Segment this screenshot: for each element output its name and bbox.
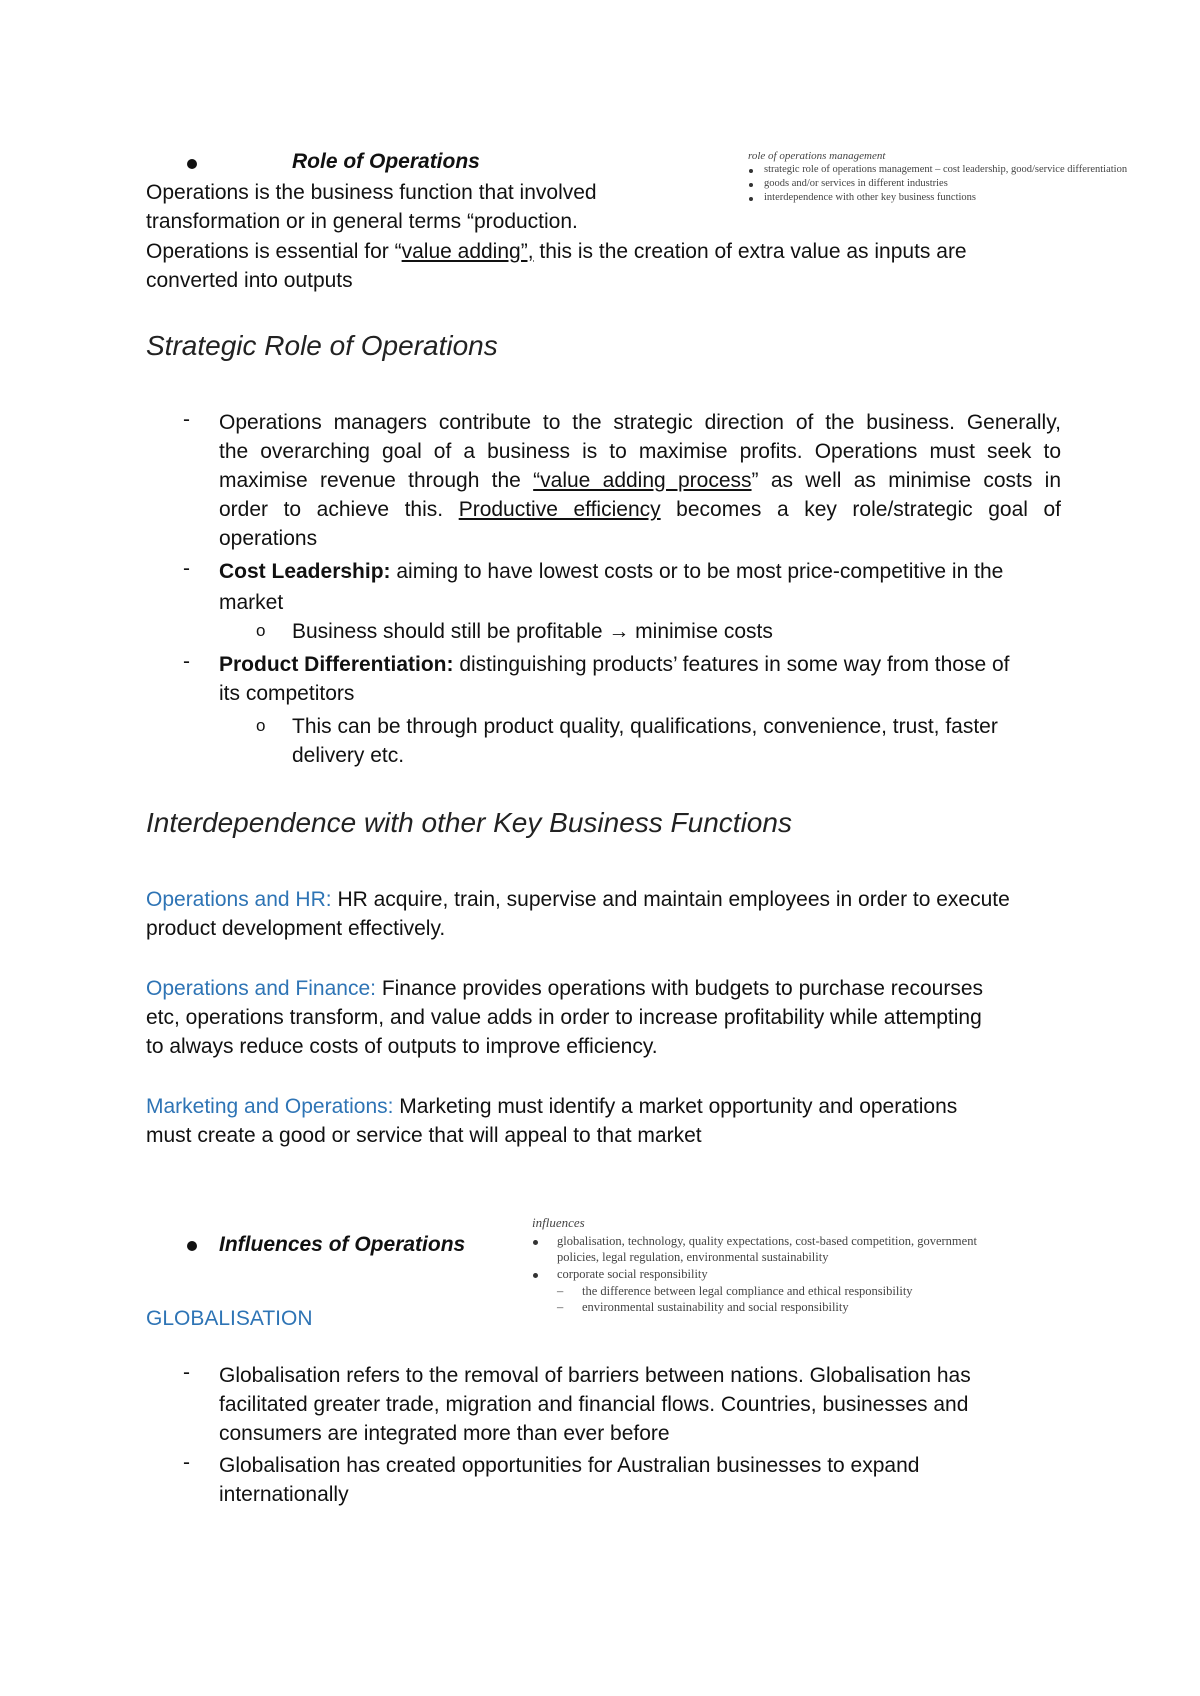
syllabus-dash: – — [557, 1300, 564, 1314]
strategic-line: operations — [219, 527, 318, 550]
strategic-line-post: ” as well as minimise costs in — [751, 469, 1061, 492]
dash-bullet: - — [183, 557, 190, 580]
globalisation-line: Globalisation refers to the removal of barriers between nations. Globalisation has — [219, 1364, 971, 1387]
ops-finance-text: Finance provides operations with budgets to purchase recourses — [375, 977, 983, 1000]
cost-leadership-label: Cost Leadership: — [219, 560, 391, 583]
syllabus-item: interdependence with other key business functions — [764, 192, 976, 203]
syllabus-bullet — [533, 1273, 538, 1278]
cost-leadership-item — [219, 557, 1079, 617]
ops-finance-label: Operations and Finance: — [146, 977, 376, 1000]
syllabus-subitem: environmental sustainability and social responsibility — [582, 1300, 849, 1314]
ops-hr-label: Operations and HR: — [146, 888, 332, 911]
syllabus-item: strategic role of operations management – cost leadership, good/service differentiation — [764, 164, 1128, 175]
marketing-ops-label: Marketing and Operations: — [146, 1095, 394, 1118]
ops-hr-paragraph — [146, 885, 1086, 943]
syllabus-title: role of operations management — [748, 150, 886, 162]
value-adding-term: value adding”, — [401, 240, 534, 263]
syllabus-bullet — [749, 183, 753, 187]
marketing-ops-text: Marketing must identify a market opportunity and operations — [393, 1095, 958, 1118]
strategic-line-post: becomes a key role/strategic goal of — [660, 498, 1061, 521]
strategic-line-pre: maximise revenue through the — [219, 469, 534, 492]
strategic-heading: Strategic Role of Operations — [146, 330, 498, 361]
productive-efficiency-term: Productive efficiency — [458, 498, 661, 521]
globalisation-line: internationally — [219, 1483, 349, 1506]
globalisation-heading: GLOBALISATION — [146, 1307, 313, 1330]
influences-title: Influences of Operations — [219, 1233, 466, 1256]
ops-finance-text-3: to always reduce costs of outputs to improve efficiency. — [146, 1035, 658, 1058]
syllabus-bullet — [533, 1240, 538, 1245]
role-title: Role of Operations — [292, 150, 480, 173]
globalisation-line: consumers are integrated more than ever before — [219, 1422, 670, 1445]
globalisation-point-1 — [219, 1361, 1079, 1448]
syllabus-excerpt-influences — [530, 1215, 1050, 1325]
marketing-ops-text-2: must create a good or service that will appeal to that market — [146, 1124, 702, 1147]
globalisation-line: Globalisation has created opportunities for Australian businesses to expand — [219, 1454, 920, 1477]
strategic-line-pre: order to achieve this. — [219, 498, 459, 521]
globalisation-line: facilitated greater trade, migration and financial flows. Countries, businesses and — [219, 1393, 969, 1416]
role-line-3-pre: Operations is essential for “ — [146, 240, 402, 263]
role-line-3-post: this is the creation of extra value as inputs are — [533, 240, 967, 263]
cost-leadership-text-2: market — [219, 591, 284, 614]
differentiation-sub-line: This can be through product quality, qualifications, convenience, trust, faster — [292, 715, 998, 738]
differentiation-text: distinguishing products’ features in some way from those of — [453, 653, 1010, 676]
syllabus-bullet — [749, 197, 753, 201]
syllabus-dash: – — [557, 1284, 564, 1298]
circle-bullet: o — [256, 716, 266, 735]
syllabus-title: influences — [532, 1215, 585, 1230]
role-line-3 — [146, 237, 967, 266]
cost-leadership-sub: Business should still be profitable → minimise costs — [292, 620, 773, 643]
strategic-line: Operations managers contribute to the strategic direction of the business. Generally, — [219, 411, 1061, 434]
dash-bullet: - — [183, 1361, 190, 1384]
dash-bullet: - — [183, 650, 190, 673]
syllabus-item: corporate social responsibility — [557, 1267, 708, 1281]
differentiation-sub — [292, 712, 998, 770]
strategic-line — [219, 466, 1061, 495]
ops-finance-text-2: etc, operations transform, and value adds in order to increase profitability while attempting — [146, 1006, 982, 1029]
circle-bullet: o — [256, 621, 266, 640]
syllabus-subitem: the difference between legal compliance and ethical responsibility — [582, 1284, 913, 1298]
syllabus-item: globalisation, technology, quality expectations, cost-based competition, government — [557, 1234, 977, 1248]
strategic-line: the overarching goal of a business is to maximise profits. Operations must seek to — [219, 440, 1061, 463]
syllabus-excerpt-role — [745, 150, 1128, 206]
syllabus-bullet — [749, 169, 753, 173]
syllabus-item: policies, legal regulation, environmental sustainability — [557, 1250, 829, 1264]
ops-hr-text-2: product development effectively. — [146, 917, 446, 940]
differentiation-text-2: its competitors — [219, 682, 355, 705]
strategic-paragraph — [219, 408, 1061, 553]
syllabus-item: goods and/or services in different industries — [764, 178, 948, 189]
dash-bullet: - — [183, 1451, 190, 1474]
value-adding-process-term: “value adding process — [533, 469, 752, 492]
ops-hr-text: HR acquire, train, supervise and maintain employees in order to execute — [331, 888, 1010, 911]
cost-leadership-text: aiming to have lowest costs or to be most price-competitive in the — [390, 560, 1004, 583]
differentiation-item — [219, 650, 1079, 708]
strategic-line — [219, 495, 1061, 524]
bullet-dot — [187, 1241, 197, 1251]
globalisation-point-2 — [219, 1451, 1079, 1509]
role-line-2: transformation or in general terms “production. — [146, 210, 578, 233]
role-line-4: converted into outputs — [146, 269, 353, 292]
interdependence-heading: Interdependence with other Key Business Functions — [146, 807, 792, 838]
ops-finance-paragraph — [146, 974, 1106, 1061]
bullet-dot — [187, 159, 197, 169]
differentiation-label: Product Differentiation: — [219, 653, 454, 676]
dash-bullet: - — [183, 408, 190, 431]
differentiation-sub-line: delivery etc. — [292, 744, 405, 767]
marketing-ops-paragraph — [146, 1092, 1086, 1150]
role-line-1: Operations is the business function that involved — [146, 181, 597, 204]
